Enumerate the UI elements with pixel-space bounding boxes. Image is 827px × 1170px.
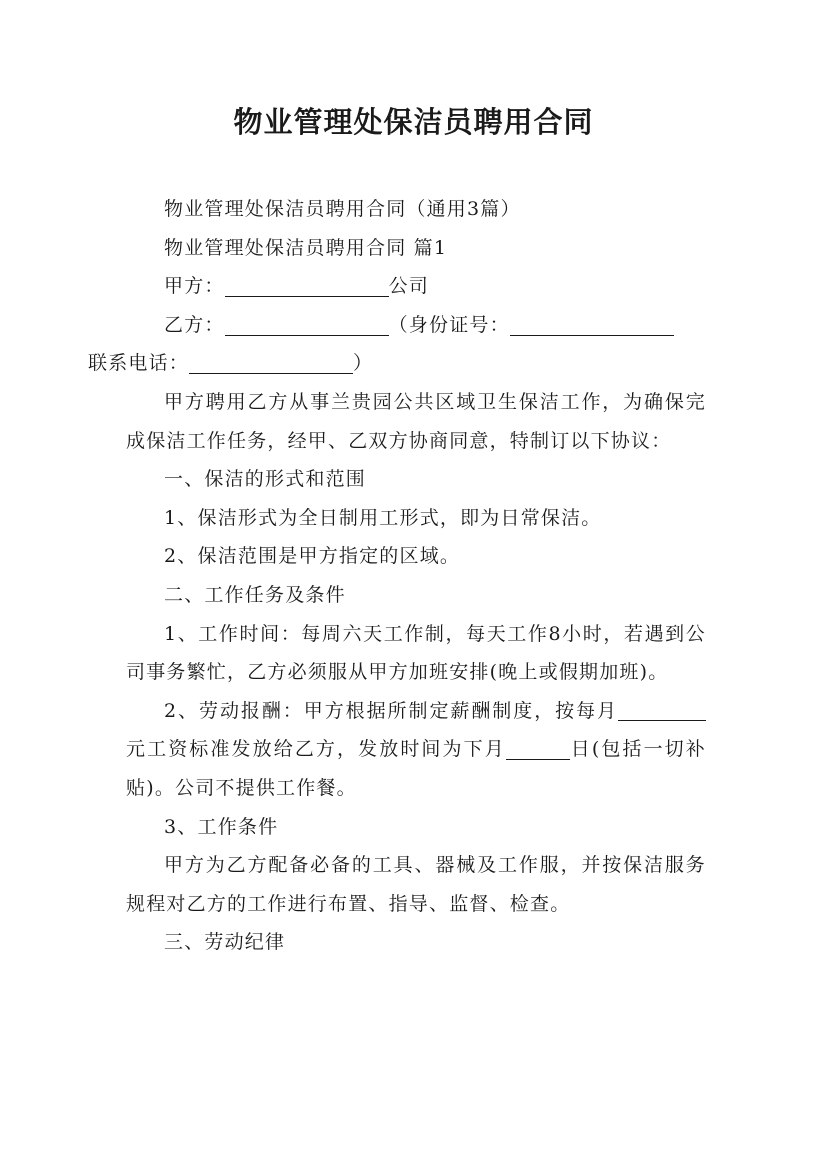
section-2-item-3-text: 甲方为乙方配备必备的工具、器械及工作服，并按保洁服务规程对乙方的工作进行布置、指导、监督、检查。 (126, 854, 706, 915)
document-body (88, 190, 706, 962)
section-2-item-1: 1、工作时间：每周六天工作制，每天工作8小时，若遇到公司事务繁忙，乙方必须服从甲方加班安排(晚上或假期加班)。 (126, 622, 706, 684)
intro-paragraph: 甲方聘用乙方从事兰贵园公共区域卫生保洁工作，为确保完成保洁工作任务，经甲、乙双方协商同意，特制订以下协议： (126, 390, 706, 452)
salary-blank (618, 701, 706, 722)
section-heading: 物业管理处保洁员聘用合同 篇1 (164, 236, 448, 259)
section-1-item-1: 1、保洁形式为全日制用工形式，即为日常保洁。 (164, 506, 602, 529)
section-2-item-3: 3、工作条件 (164, 815, 279, 838)
section-1-heading: 一、保洁的形式和范围 (164, 468, 367, 491)
party-a-suffix: 公司 (388, 275, 430, 298)
section-1-item-2: 2、保洁范围是甲方指定的区域。 (164, 545, 461, 568)
item-2-part-2: 元工资标准发放给乙方，发放时间为下月 (126, 738, 506, 761)
item-2-part-1: 2、劳动报酬：甲方根据所制定薪酬制度，按每月 (164, 699, 618, 722)
party-a-blank (225, 276, 389, 297)
document-title: 物业管理处保洁员聘用合同 (233, 105, 594, 139)
party-b-line (88, 306, 706, 383)
payday-blank (506, 739, 570, 760)
item-2-part-3: 日(包括一切补贴)。公司不提供工作餐。 (126, 738, 706, 799)
party-b-label: 乙方： (164, 313, 225, 336)
document-subtitle: 物业管理处保洁员聘用合同（通用3篇） (164, 198, 521, 220)
party-b-name-blank (225, 315, 389, 336)
party-b-id-label: （身份证号： (388, 313, 510, 336)
party-b-phone-blank (189, 353, 353, 374)
party-a-label: 甲方： (164, 275, 225, 298)
party-b-close: ） (353, 352, 374, 375)
section-3-heading: 三、劳动纪律 (164, 931, 286, 954)
party-b-id-blank (510, 315, 674, 336)
section-2-item-2 (126, 692, 706, 808)
party-b-phone-label: 联系电话： (88, 352, 190, 375)
section-2-heading: 二、工作任务及条件 (164, 583, 346, 606)
party-a-line (126, 267, 706, 306)
